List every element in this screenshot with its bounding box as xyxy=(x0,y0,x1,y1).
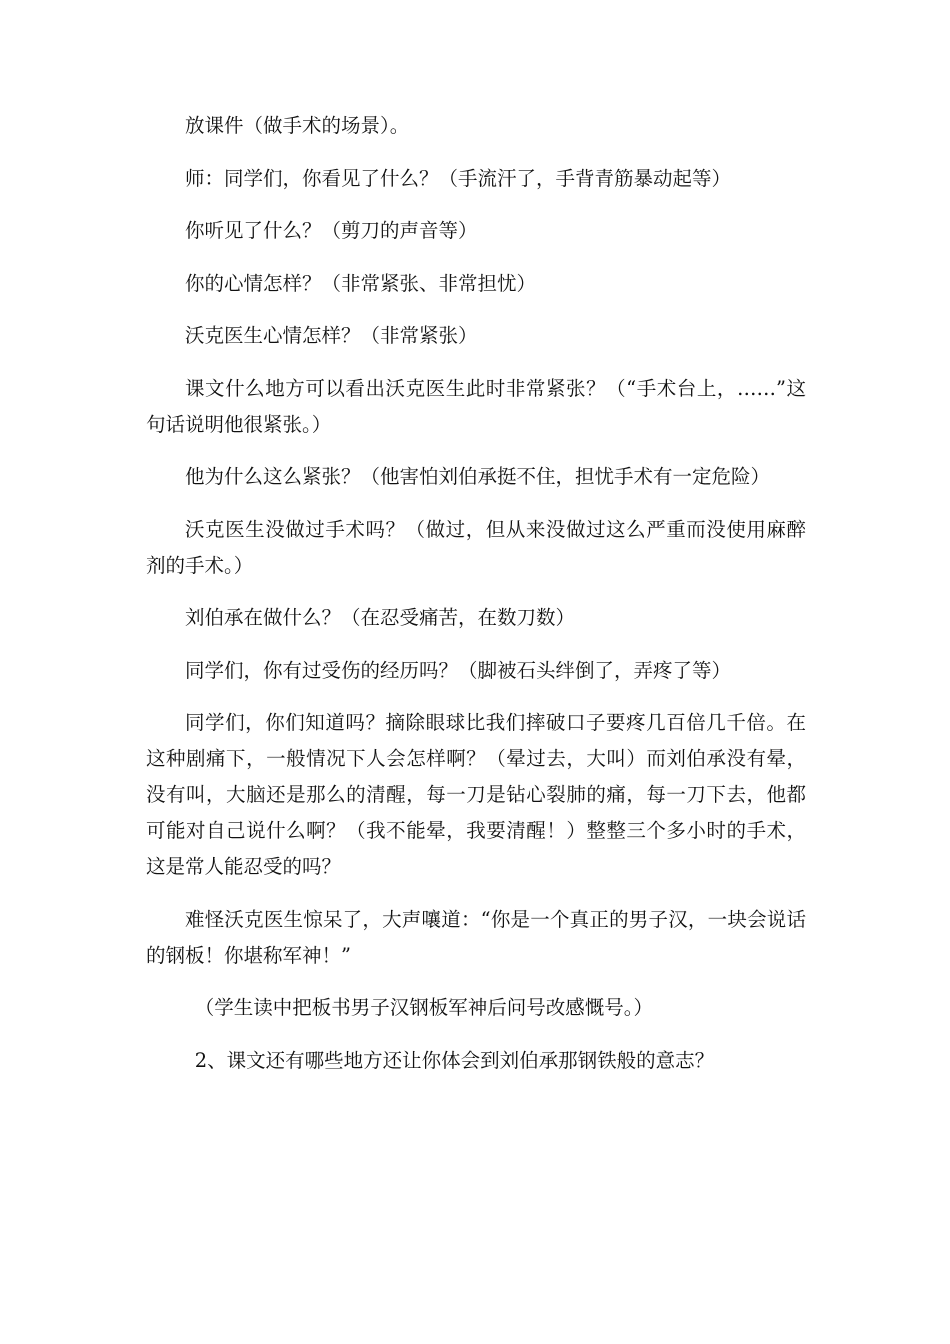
paragraph-7: 他为什么这么紧张？（他害怕刘伯承挺不住，担忧手术有一定危险） xyxy=(185,465,771,488)
paragraph-13: （学生读中把板书男子汉钢板军神后问号改感慨号。） xyxy=(194,996,654,1019)
paragraph-12: 难怪沃克医生惊呆了，大声嚷道：“你是一个真正的男子汉，一块会说话的钢板！你堪称军神！” xyxy=(146,907,806,967)
paragraph-9: 刘伯承在做什么？（在忍受痛苦，在数刀数） xyxy=(185,606,576,629)
paragraph-1: 放课件（做手术的场景）。 xyxy=(185,114,410,137)
document-body xyxy=(146,108,806,1095)
paragraph-3: 你听见了什么？（剪刀的声音等） xyxy=(185,219,478,242)
paragraph-11: 同学们，你们知道吗？摘除眼球比我们摔破口子要疼几百倍几千倍。在这种剧痛下，一般情况下人会怎样啊？（晕过去，大叫）而刘伯承没有晕，没有叫，大脑还是那么的清醒，每一刀是钻心裂肺的痛，每一刀下去，他都可能对自己说什么啊？（我不能晕，我要清醒！）整整三个多小时的手术，这是常人能忍受的吗？ xyxy=(146,711,806,878)
paragraph-5: 沃克医生心情怎样？（非常紧张） xyxy=(185,324,478,347)
paragraph-6: 课文什么地方可以看出沃克医生此时非常紧张？（“手术台上，……”这句话说明他很紧张。） xyxy=(146,376,806,436)
paragraph-4: 你的心情怎样？（非常紧张、非常担忧） xyxy=(185,271,537,295)
paragraph-10: 同学们，你有过受伤的经历吗？（脚被石头绊倒了，弄疼了等） xyxy=(185,658,732,682)
paragraph-14: 2、课文还有哪些地方还让你体会到刘伯承那钢铁般的意志？ xyxy=(194,1048,715,1072)
paragraph-2: 师：同学们，你看见了什么？（手流汗了，手背青筋暴动起等） xyxy=(185,166,732,190)
paragraph-8: 沃克医生没做过手术吗？（做过，但从来没做过这么严重而没使用麻醉剂的手术。） xyxy=(146,517,806,577)
